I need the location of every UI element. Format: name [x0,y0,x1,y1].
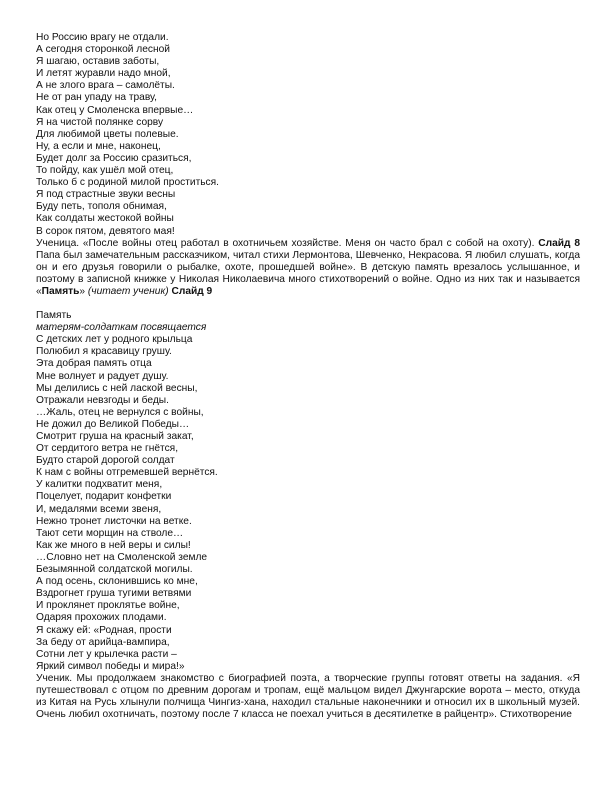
poem-line: Сотни лет у крылечка расти – [36,648,177,660]
stage-direction: (читает ученик) [87,285,169,297]
poem-line: Как солдаты жестокой войны [36,213,174,225]
poem-line: Смотрит груша на красный закат, [36,431,194,442]
poem-line: Как отец у Смоленска впервые… [36,104,194,116]
poem-line: С детских лет у родного крыльца [36,334,193,346]
poem-line: Полюбил я красавицу грушу. [36,346,172,358]
poem-line: К нам с войны отгремевшей вернётся. [36,467,218,479]
poem-line: Вздрогнет груша тугими ветвями [36,588,192,600]
poem-line: Мы делились с ней лаской весны, [36,382,198,394]
poem-line: Отражали невзгоды и беды. [36,394,169,406]
poem-line: И летят журавли надо мной, [36,68,171,80]
poem-title: Память [36,310,72,322]
narration-paragraph-1 [36,238,580,298]
narration-text: Ученица. «После войны отец работал в охотничьем хозяйстве. Меня он часто брал с собой на охоту). [36,237,539,249]
poem-line: Тают сети морщин на стволе… [36,527,184,539]
poem-line: Поцелует, подарит конфетки [36,491,172,503]
poem-dedication: матерям-солдаткам посвящается [36,322,207,334]
poem-line: Нежно тронет листочки на ветке. [36,515,192,527]
poem-1 [36,32,580,238]
poem-line: Буду петь, тополя обнимая, [36,201,167,213]
poem-line: Будет долг за Россию сразиться, [36,152,192,164]
poem-line: И, медалями всеми звеня, [36,503,162,515]
poem-line: Как же много в ней веры и силы! [36,539,191,551]
poem-line: У калитки подхватит меня, [36,479,163,491]
narration-text: » [79,285,88,297]
poem-2 [36,310,580,673]
poem-line: …Жаль, отец не вернулся с войны, [36,406,204,418]
poem-line: В сорок пятом, девятого мая! [36,225,175,237]
poem-line: Я на чистой полянке сорву [36,116,164,128]
poem-line: Эта добрая память отца [36,358,152,370]
poem-line: …Словно нет на Смоленской земле [36,551,208,563]
poem-line: От сердитого ветра не гнётся, [36,443,179,455]
poem-line: Ну, а если и мне, наконец, [36,140,161,152]
poem-line: То пойду, как ушёл мой отец, [36,165,174,177]
slide-marker: Слайд 9 [171,285,213,297]
poem-line: Не дожил до Великой Победы… [36,418,190,430]
poem-line: Яркий символ победы и мира!» [36,660,185,672]
poem-line: Но Россию врагу не отдали. [36,32,169,43]
poem-line: Я шагаю, оставив заботы, [36,56,160,68]
poem-line: Только б с родиной милой проститься. [36,177,219,189]
poem-line: За беду от арийца-вампира, [36,636,170,648]
document-page [36,32,580,721]
poem-line: Безымянной солдатской могилы. [36,564,193,576]
poem-line: И проклянет проклятье войне, [36,600,180,612]
poem-line: А не злого врага – самолёты. [36,80,175,92]
poem-line: Не от ран упаду на траву, [36,92,157,104]
poem-line: Я под страстные звуки весны [36,189,176,201]
poem-line: Я скажу ей: «Родная, прости [36,624,172,636]
poem-line: Будто старой дорогой солдат [36,455,175,467]
narration-text: Папа был замечательным рассказчиком, читал стихи Лермонтова, Шевченко, Некрасова. Я любил слушать, когда он и его друзья говорили о рыбалке, охоте, прошедшей войне». В детскую память врезалось услышанное, и поэтому в записной книжке у Николая Николаевича много стихотворений о войне. Одно из них так и называется « [36,249,580,297]
poem-line: А под осень, склонившись ко мне, [36,576,198,588]
poem-line: Мне волнует и радует душу. [36,370,169,382]
poem-title-reference: Память [41,285,80,297]
poem-line: Для любимой цветы полевые. [36,128,179,140]
poem-line: Одаряя прохожих плодами. [36,612,167,624]
narration-paragraph-2: Ученик. Мы продолжаем знакомство с биографией поэта, а творческие группы готовят ответы на задания. «Я путешествовал с отцом по древним дорогам и тропам, ещё мальцом видел Джунгарские ворота – место, откуда из Китая на Русь хлынули полчища Чингиз-хана, находил стальные наконечники и относил их в школьный музей. Очень любил охотничать, поэтому после 7 класса не поехал учиться в десятилетке в райцентр». Стихотворение [36,672,580,721]
poem-line: А сегодня сторонкой лесной [36,44,170,56]
slide-marker: Слайд 8 [538,237,580,249]
paragraph-spacer [36,298,580,310]
